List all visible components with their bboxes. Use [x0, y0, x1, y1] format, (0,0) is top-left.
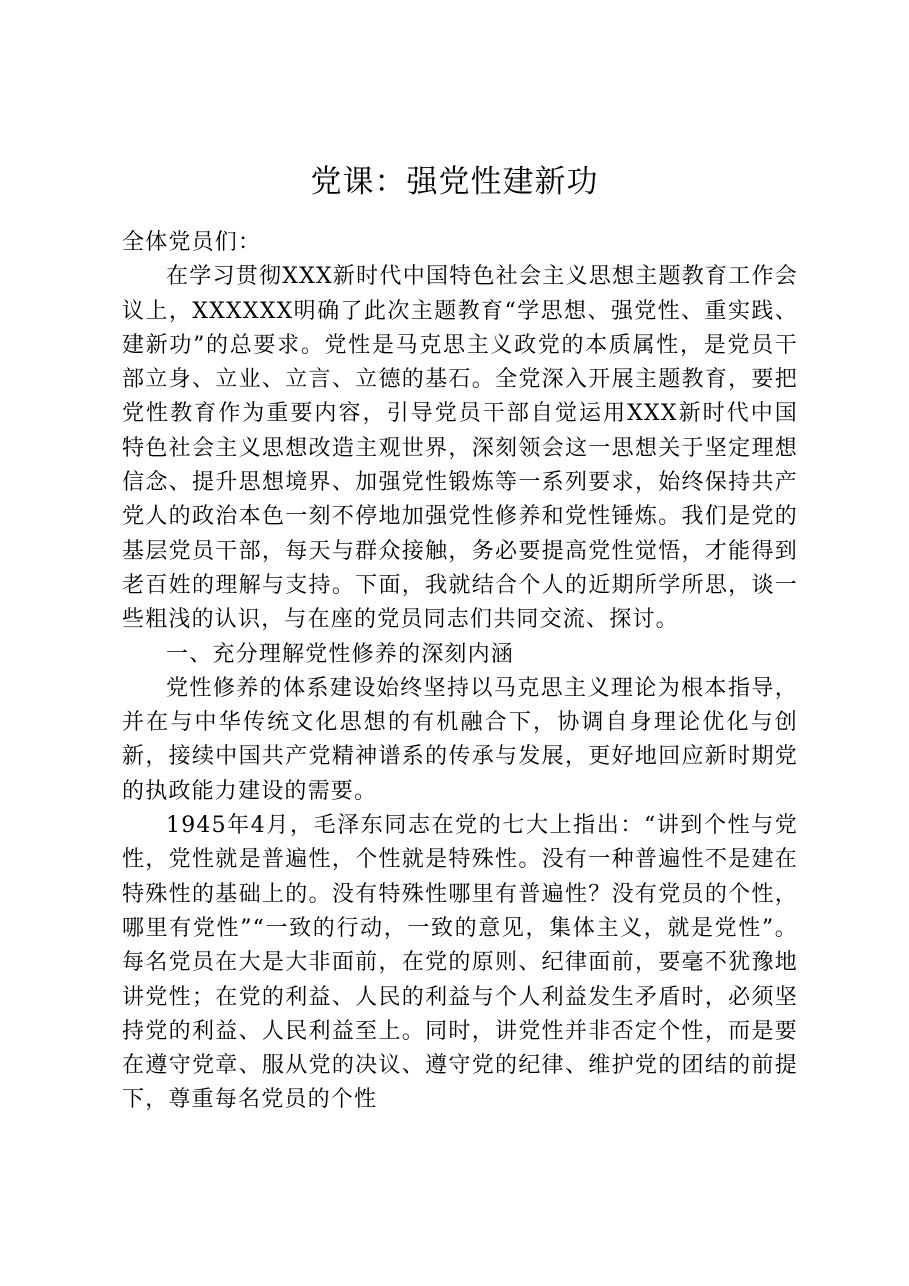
section-paragraph: 1945年4月，毛泽东同志在党的七大上指出：“讲到个性与党性，党性就是普遍性，个性就是特殊性。没有一种普遍性不是建在特殊性的基础上的。没有特殊性哪里有普遍性？没有党员的个性，哪里有党性”“一致的行动，一致的意见，集体主义，就是党性”。每名党员在大是大非面前，在党的原则、纪律面前，要毫不犹豫地讲党性；在党的利益、人民的利益与个人利益发生矛盾时，必须坚持党的利益、人民利益至上。同时，讲党性并非否定个性，而是要在遵守党章、服从党的决议、遵守党的纪律、维护党的团结的前提下，尊重每名党员的个性 — [122, 813, 798, 1113]
section-paragraph: 党性修养的体系建设始终坚持以马克思主义理论为根本指导，并在与中华传统文化思想的有机融合下，协调自身理论优化与创新，接续中国共产党精神谱系的传承与发展，更好地回应新时期党的执政能力建设的需要。 — [122, 675, 798, 804]
salutation: 全体党员们： — [122, 230, 262, 255]
document-title: 党课：强党性建新功 — [310, 164, 599, 200]
document-body — [122, 226, 798, 1118]
section-heading: 一、充分理解党性修养的深刻内涵 — [166, 641, 515, 667]
intro-paragraph: 在学习贯彻XXX新时代中国特色社会主义思想主题教育工作会议上，XXXXXX明确了此次主题教育“学思想、强党性、重实践、建新功”的总要求。党性是马克思主义政党的本质属性，是党员干部立身、立业、立言、立德的基石。全党深入开展主题教育，要把党性教育作为重要内容，引导党员干部自觉运用XXX新时代中国特色社会主义思想改造主观世界，深刻领会这一思想关于坚定理想信念、提升思想境界、加强党性锻炼等一系列要求，始终保持共产党人的政治本色一刻不停地加强党性修养和党性锤炼。我们是党的基层党员干部，每天与群众接触，务必要提高党性觉悟，才能得到老百姓的理解与支持。下面，我就结合个人的近期所学所思，谈一些粗浅的认识，与在座的党员同志们共同交流、探讨。 — [122, 264, 798, 633]
